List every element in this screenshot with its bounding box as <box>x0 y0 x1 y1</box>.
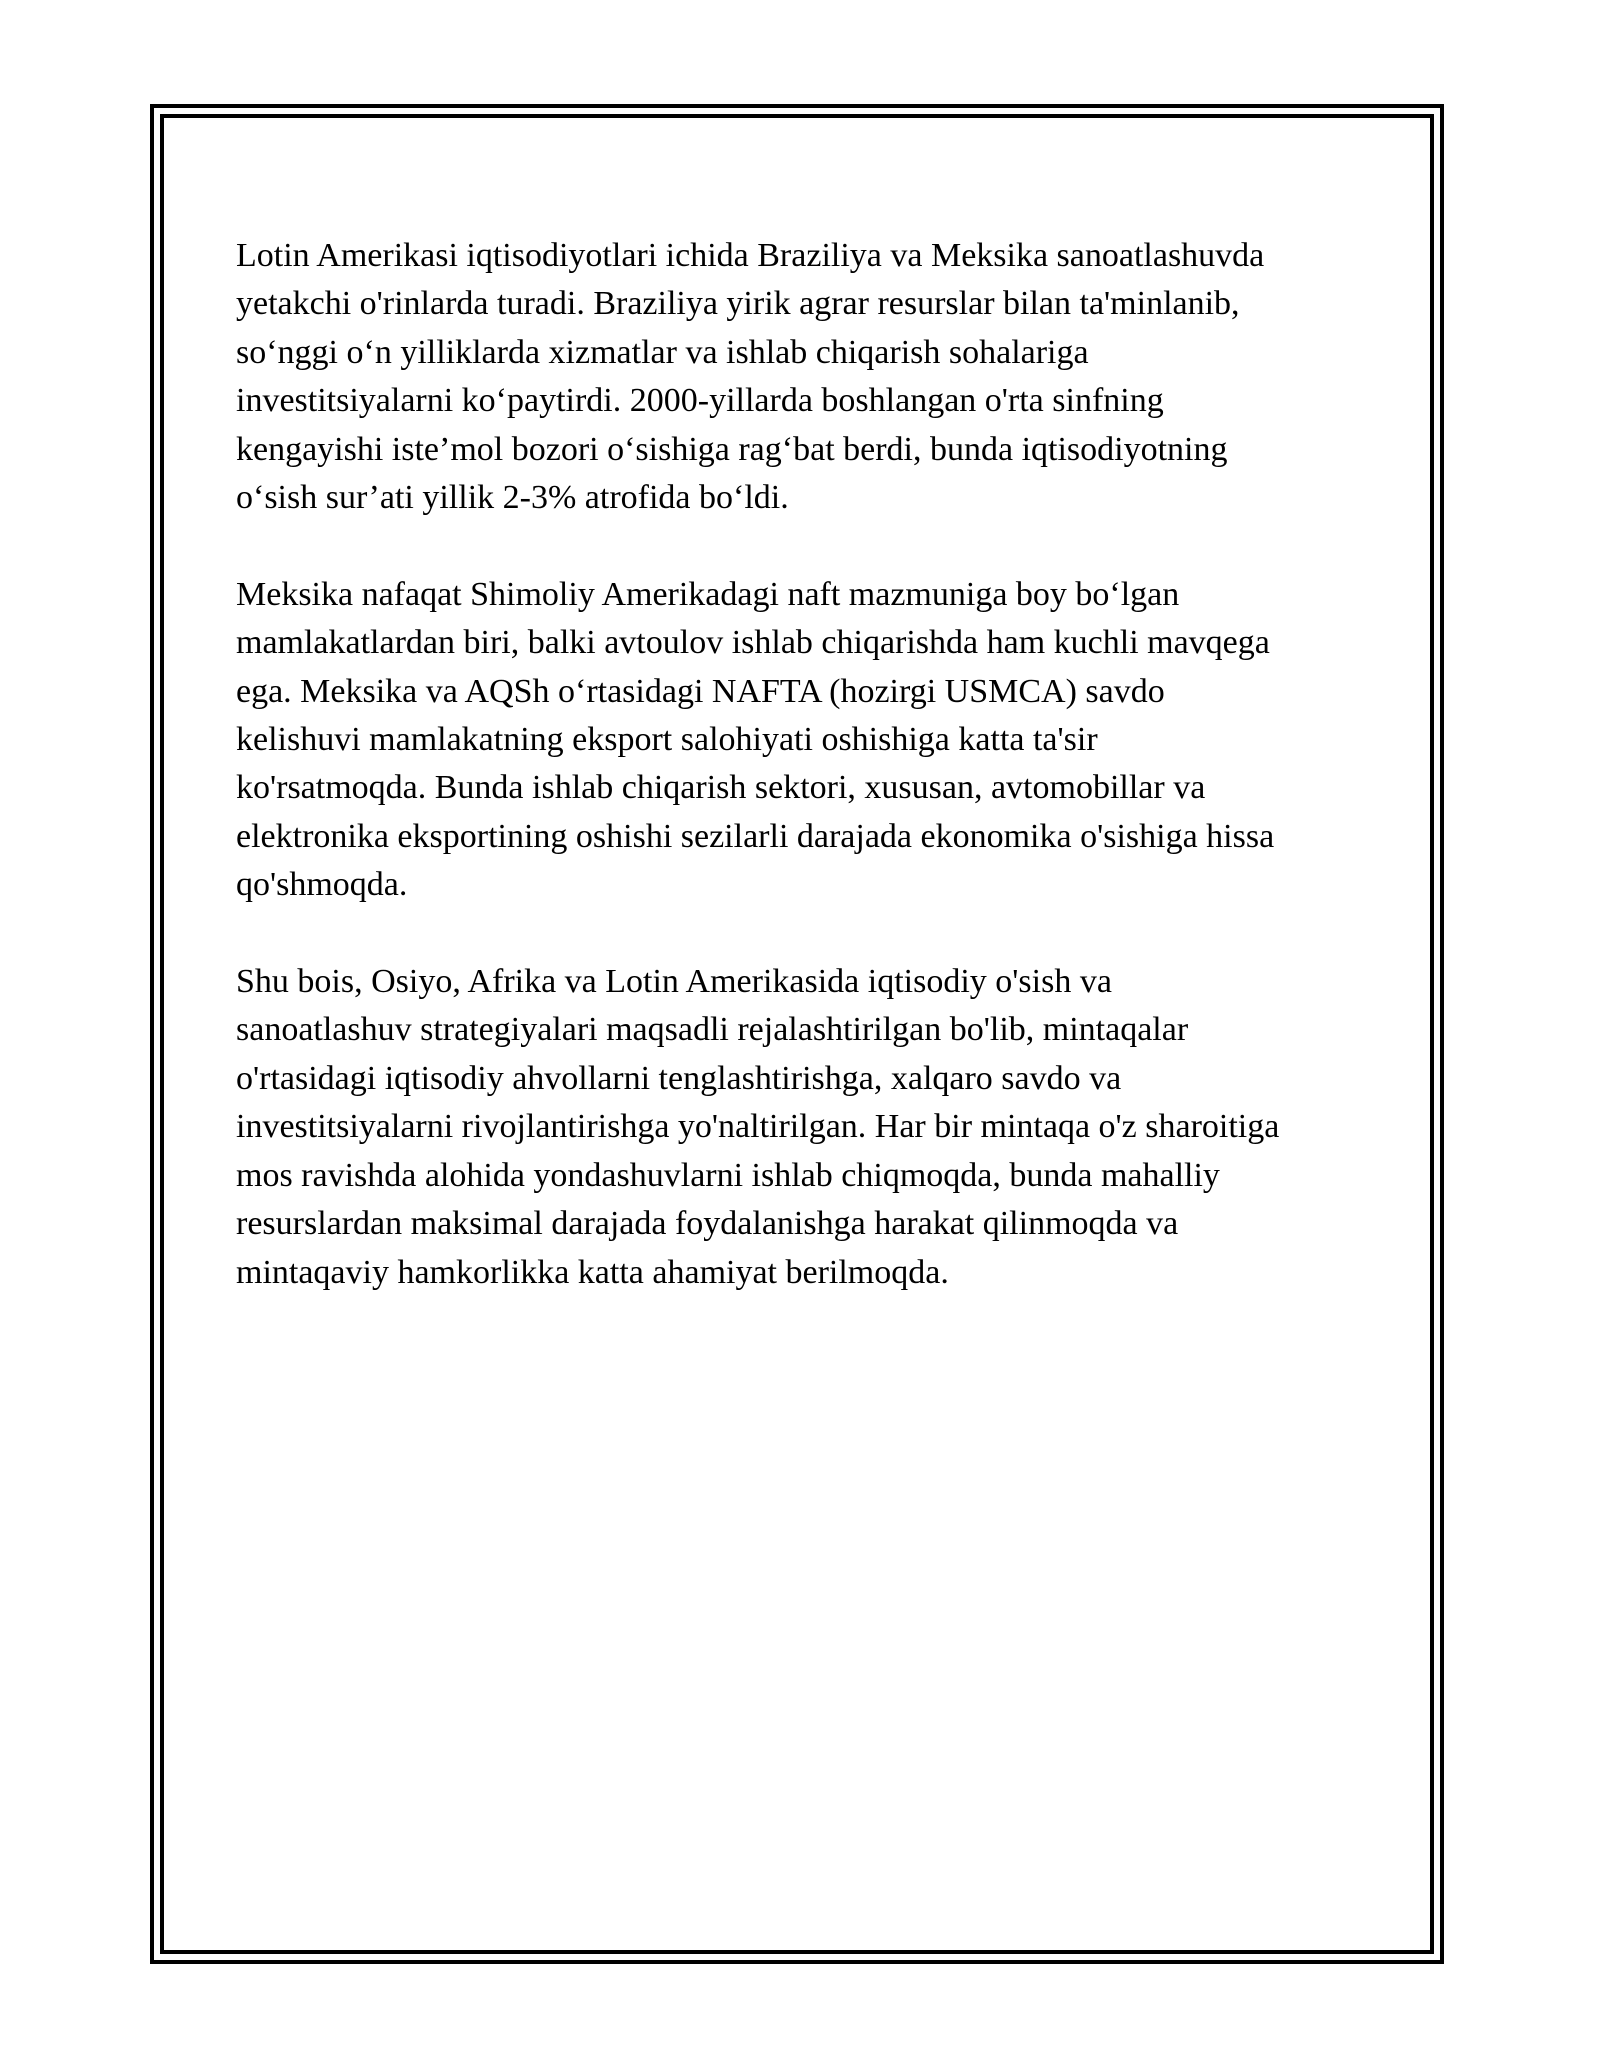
text-line: mamlakatlardan biri, balki avtoulov ishlab chiqarishda ham kuchli mavqega <box>236 624 1270 662</box>
text-line: kelishuvi mamlakatning eksport salohiyati oshishiga katta ta'sir <box>236 721 1098 759</box>
paragraph-1 <box>236 232 1370 522</box>
text-line: Meksika nafaqat Shimoliy Amerikadagi naft mazmuniga boy bo‘lgan <box>236 575 1180 613</box>
text-line: resurslardan maksimal darajada foydalanishga harakat qilinmoqda va <box>236 1205 1179 1243</box>
text-line: kengayishi iste’mol bozori o‘sishiga rag‘bat berdi, bunda iqtisodiyotning <box>236 430 1228 468</box>
text-line: mintaqaviy hamkorlikka katta ahamiyat berilmoqda. <box>236 1253 949 1291</box>
text-line: elektronika eksportining oshishi sezilarli darajada ekonomika o'sishiga hissa <box>236 817 1275 855</box>
text-line: so‘nggi o‘n yilliklarda xizmatlar va ishlab chiqarish sohalariga <box>236 333 1089 371</box>
text-line: yetakchi o'rinlarda turadi. Braziliya yirik agrar resurslar bilan ta'minlanib, <box>236 285 1240 323</box>
text-line: mos ravishda alohida yondashuvlarni ishlab chiqmoqda, bunda mahalliy <box>236 1156 1220 1194</box>
text-line: ko'rsatmoqda. Bunda ishlab chiqarish sektori, xususan, avtomobillar va <box>236 769 1206 807</box>
text-line: sanoatlashuv strategiyalari maqsadli rejalashtirilgan bo'lib, mintaqalar <box>236 1011 1189 1049</box>
text-line: investitsiyalarni rivojlantirishga yo'naltirilgan. Har bir mintaqa o'z sharoitiga <box>236 1108 1280 1146</box>
text-line: Shu bois, Osiyo, Afrika va Lotin Amerikasida iqtisodiy o'sish va <box>236 963 1112 1001</box>
text-line: Lotin Amerikasi iqtisodiyotlari ichida Braziliya va Meksika sanoatlashuvda <box>236 237 1265 274</box>
paragraph-3 <box>236 958 1370 1297</box>
text-line: qo'shmoqda. <box>236 866 408 904</box>
text-line: investitsiyalarni ko‘paytirdi. 2000-yillarda boshlangan o'rta sinfning <box>236 382 1164 420</box>
text-line: o'rtasidagi iqtisodiy ahvollarni tenglashtirishga, xalqaro savdo va <box>236 1059 1122 1097</box>
paragraph-2 <box>236 571 1370 910</box>
text-line: ega. Meksika va AQSh o‘rtasidagi NAFTA (hozirgi USMCA) savdo <box>236 672 1165 710</box>
document-body <box>236 232 1370 1345</box>
text-line: o‘sish sur’ati yillik 2-3% atrofida bo‘ldi. <box>236 479 789 517</box>
